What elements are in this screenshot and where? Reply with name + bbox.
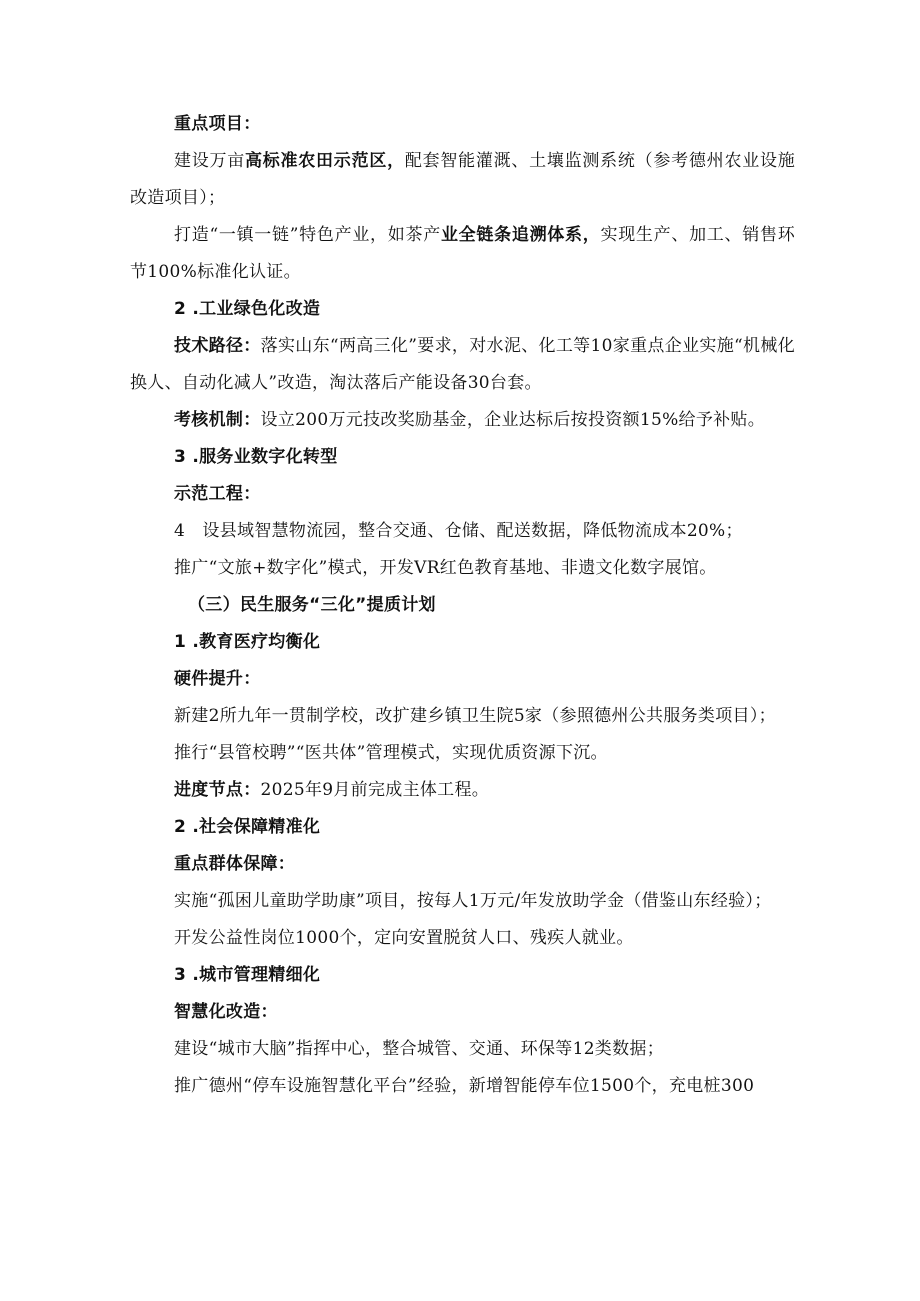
paragraph-industry-chain — [130, 217, 795, 291]
paragraph-logistics: 4 设县域智慧物流园，整合交通、仓储、配送数据，降低物流成本20%； — [174, 521, 743, 541]
label-key-groups: 重点群体保障： — [174, 854, 296, 874]
paragraph-schools: 新建2所九年一贯制学校，改扩建乡镇卫生院5家（参照德州公共服务类项目）； — [174, 706, 776, 726]
text-segment: 建设万亩 — [174, 151, 246, 171]
label-hardware: 硬件提升： — [174, 669, 261, 689]
label-assessment: 考核机制： — [174, 410, 261, 430]
label-key-projects: 重点项目： — [174, 114, 261, 134]
paragraph-culture-tourism: 推广“文旅+数字化”模式，开发VR红色教育基地、非遗文化数字展馆。 — [174, 558, 717, 578]
paragraph-parking: 推广德州“停车设施智慧化平台”经验，新增智能停车位1500个，充电桩300 — [174, 1076, 755, 1096]
label-demo-projects: 示范工程： — [174, 484, 261, 504]
text-segment: 落实山东“两高三化”要求，对水泥、化工等10家重点企业实施“机械化换人、自动化减人”改造，淘汰落后产能设备30台套。 — [130, 336, 795, 393]
label-tech-path: 技术路径： — [174, 336, 261, 356]
text-segment: 配套智能灌溉、土壤监测系统（参考德州农业设施改造项目）； — [130, 151, 796, 208]
paragraph-schedule — [130, 772, 795, 809]
heading-industrial-green: 2 .工业绿色化改造 — [174, 299, 321, 319]
heading-social-security: 2 .社会保障精准化 — [174, 817, 321, 837]
paragraph-orphans: 实施“孤困儿童助学助康”项目，按每人1万元/年发放助学金（借鉴山东经验）； — [174, 891, 772, 911]
label-smart-upgrade: 智慧化改造： — [174, 1002, 278, 1022]
text-segment: 实现生产、加工、销售环节100%标准化认证。 — [130, 225, 795, 282]
text-segment: 打造“一镇一链”特色产业，如茶产 — [174, 225, 441, 245]
paragraph-management-mode: 推行“县管校聘”“医共体”管理模式，实现优质资源下沉。 — [174, 743, 608, 763]
emphasis-farmland: 高标准农田示范区， — [245, 151, 405, 171]
paragraph-city-brain: 建设“城市大脑”指挥中心，整合城管、交通、环保等12类数据； — [174, 1039, 665, 1059]
label-schedule: 进度节点： — [174, 780, 261, 800]
heading-service-digital: 3 .服务业数字化转型 — [174, 447, 338, 467]
paragraph-assessment — [130, 402, 795, 439]
heading-city-management: 3 .城市管理精细化 — [174, 965, 321, 985]
document-body — [130, 106, 795, 1105]
text-segment: 设立200万元技改奖励基金，企业达标后按投资额15%给予补贴。 — [260, 410, 766, 430]
heading-section-three: （三）民生服务“三化”提质计划 — [188, 595, 436, 615]
paragraph-tech-path — [130, 328, 795, 402]
paragraph-public-jobs: 开发公益性岗位1000个，定向安置脱贫人口、残疾人就业。 — [174, 928, 634, 948]
heading-education-medical: 1 .教育医疗均衡化 — [174, 632, 321, 652]
emphasis-traceability: 业全链条追溯体系， — [440, 225, 601, 245]
paragraph-farmland — [130, 143, 795, 217]
text-segment: 2025年9月前完成主体工程。 — [260, 780, 490, 800]
